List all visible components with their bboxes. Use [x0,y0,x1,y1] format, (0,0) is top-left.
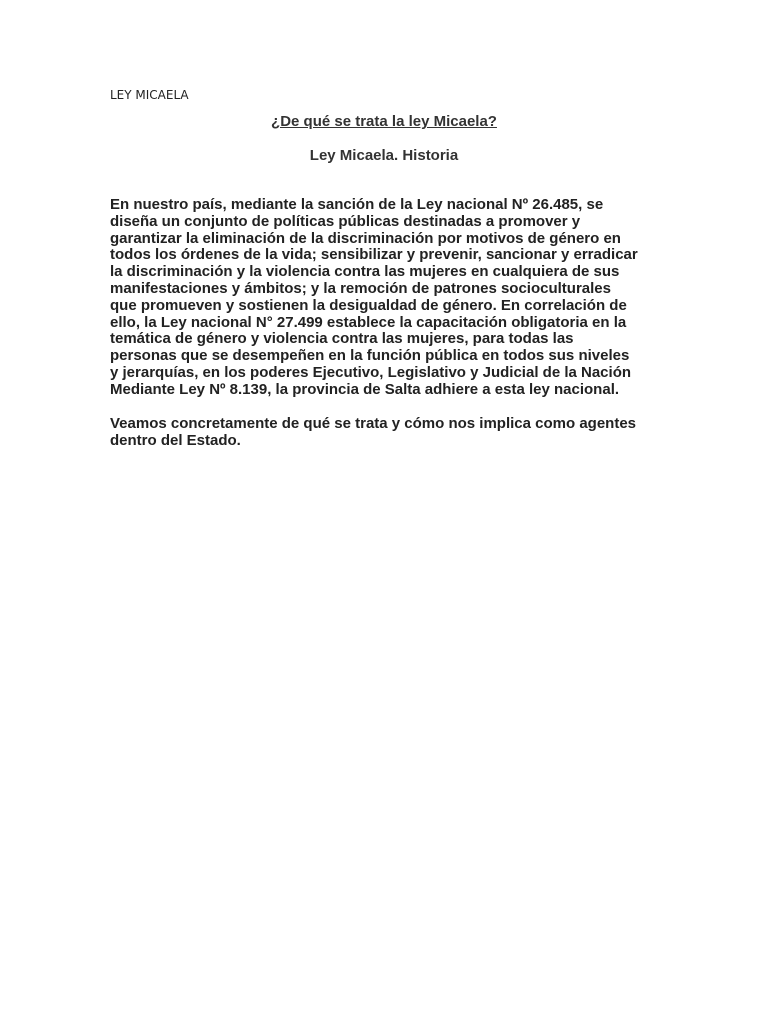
document-subtitle: Ley Micaela. Historia [309,147,459,164]
paragraph-line: ello, la Ley nacional N° 27.499 establece la capacitación obligatoria en la [110,313,627,331]
paragraph-line: diseña un conjunto de políticas públicas destinadas a promover y [110,212,581,230]
paragraph-2 [110,416,662,450]
paragraph-line: personas que se desempeñen en la función pública en todos sus niveles [110,347,630,365]
paragraph-line: dentro del Estado. [110,431,241,449]
paragraph-line: la discriminación y la violencia contra las mujeres en cualquiera de sus [110,263,620,281]
paragraph-line: temática de género y violencia contra las mujeres, para todas las [110,330,574,348]
paragraph-line: que promueven y sostienen la desigualdad de género. En correlación de [110,296,627,314]
paragraph-line: y jerarquías, en los poderes Ejecutivo, Legislativo y Judicial de la Nación [110,363,632,381]
paragraph-line: Veamos concretamente de qué se trata y cómo nos implica como agentes [110,415,637,432]
document-title: ¿De qué se trata la ley Micaela? [271,113,497,130]
header-label: LEY MICAELA [110,88,189,102]
paragraph-line: En nuestro país, mediante la sanción de la Ley nacional Nº 26.485, se [110,196,604,213]
paragraph-line: Mediante Ley Nº 8.139, la provincia de Salta adhiere a esta ley nacional. [110,380,620,398]
paragraph-line: manifestaciones y ámbitos; y la remoción de patrones socioculturales [110,279,611,297]
paragraph-line: garantizar la eliminación de la discriminación por motivos de género en [110,229,621,247]
paragraph-1 [110,197,662,399]
paragraph-line: todos los órdenes de la vida; sensibilizar y prevenir, sancionar y erradicar [110,246,638,264]
